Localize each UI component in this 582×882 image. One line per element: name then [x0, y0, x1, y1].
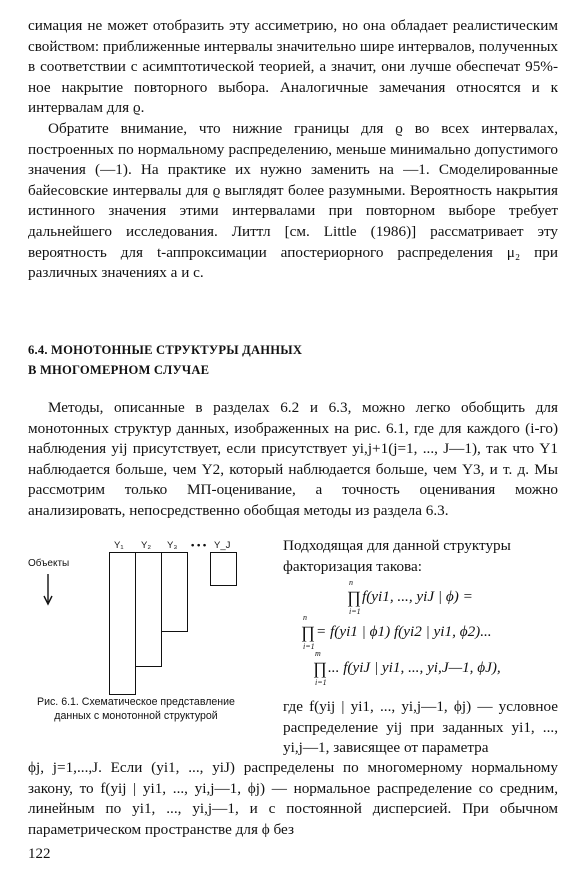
- factorization-intro: Подходящая для данной структуры факторизация такова:: [283, 537, 511, 575]
- product-symbol-icon: ∏ n i=1: [301, 613, 315, 651]
- paragraph-monotone-methods: Методы, описанные в разделах 6.2 и 6.3, можно легко обобщить для монотонных структур данных, изображенных на рис. 6.1, где для каждого (i-го) наблюдения yij присутствует, если присутствует yi,j+1(j=1, ..., J—1), так что Y1 наблюдается больше, чем Y2, который наблюдается больше, чем Y3, и т. д. Мы рассмотрим только МП-оценивание, а точность оценивания можно анализировать, непосредственно обобщая методы из раздела 6.3.: [28, 399, 558, 519]
- formula-line-3: [312, 649, 501, 687]
- product-symbol-icon: ∏ n i=1: [347, 578, 361, 616]
- page-number: 122: [28, 846, 51, 862]
- down-arrow-icon: [42, 574, 54, 606]
- pattern-bar-y3: [161, 552, 188, 632]
- column-label-y3: Y₃: [167, 540, 178, 551]
- objects-label: Объекты: [28, 558, 70, 569]
- pattern-bar-y2: [135, 552, 162, 667]
- section-heading-line2: В МНОГОМЕРНОМ СЛУЧАЕ: [28, 363, 210, 377]
- formula-text-3: ... f(yiJ | yi1, ..., yi,J—1, ϕJ),: [328, 659, 501, 676]
- column-label-ellipsis: • • •: [191, 540, 207, 551]
- section-heading-line1: 6.4. МОНОТОННЫЕ СТРУКТУРЫ ДАННЫХ: [28, 343, 303, 357]
- conditional-distribution-text: где f(yij | yi1, ..., yi,j—1, ϕj) — условное распределение yij при заданных yi1, ..., yi,j—1, зависящее от параметра: [283, 698, 558, 757]
- paragraph-normal-law: ϕj, j=1,...,J. Если (yi1, ..., yiJ) распределены по многомерному нормальному закону, то f(yij | yi1, ..., yi,j—1, ϕj) — нормальное распределение со средним, линейным по yi1, ..., yi,j—1, и с постоянной дисперсией. При обычном параметрическом пространстве для ϕ без: [28, 759, 558, 838]
- paragraph-lower-bounds: Обратите внимание, что нижние границы для ϱ во всех интервалах, построенных по нормальному распределению, меньше минимально допустимого значения (—1). На практике их нужно заменить на —1. Смоделированные байесовские интервалы для ϱ выглядят более разумными. Вероятность накрытия истинного значения этими интервалами при повторном выборе требует дальнейшего исследования. Литтл [см. Little (1986)] рассматривает эту вероятность для t-аппроксимации апостериорного распределения μ₂ при различных значениях a и c.: [28, 120, 558, 282]
- product-symbol-icon: ∏ m i=1: [313, 649, 327, 687]
- column-label-yj: Y_J: [214, 540, 231, 551]
- pattern-bar-yj: [210, 552, 237, 586]
- section-heading: [28, 340, 558, 380]
- formula-text-1: f(yi1, ..., yiJ | ϕ) =: [362, 588, 473, 605]
- formula-line-1: [346, 578, 473, 616]
- formula-line-2: [300, 613, 492, 651]
- paragraph-continuation: симация не может отобразить эту ассиметрию, но она обладает реалистическим свойством: приближенные интервалы значительно шире интервалов, полученных в соответствии с асимптотической теорией, а значит, они лучше обеспечат 95%-ное накрытие повторного выбора. Аналогичные замечания относятся и к интервалам для ϱ.: [28, 17, 559, 117]
- figure-caption: Рис. 6.1. Схематическое представление данных с монотонной структурой: [37, 696, 235, 722]
- column-label-y1: Y₁: [114, 540, 124, 551]
- pattern-bar-y1: [109, 552, 136, 695]
- formula-text-2: = f(yi1 | ϕ1) f(yi2 | yi1, ϕ2)...: [316, 623, 492, 640]
- column-label-y2: Y₂: [141, 540, 152, 551]
